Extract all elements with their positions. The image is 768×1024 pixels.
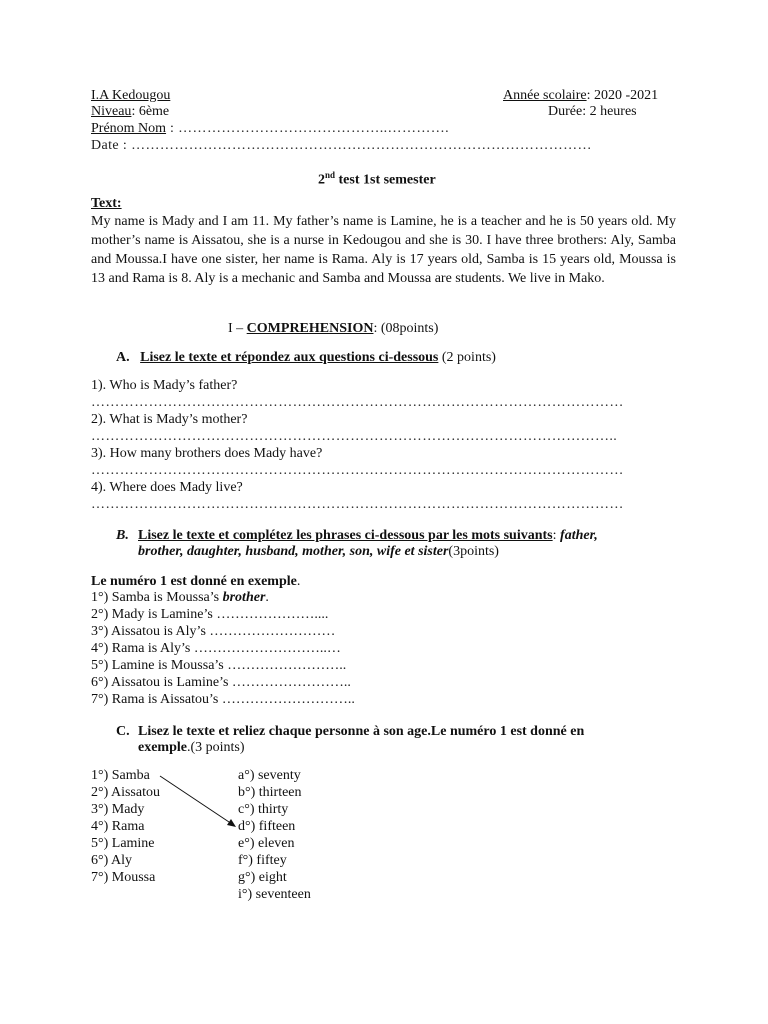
sentence-item[interactable]: 2°) Mady is Lamine’s ………………….... (91, 607, 329, 622)
age-item[interactable]: d°) fifteen (238, 819, 296, 834)
age-item[interactable]: e°) eleven (238, 836, 295, 851)
person-item[interactable]: 5°) Lamine (91, 836, 155, 851)
age-item[interactable]: c°) thirty (238, 802, 289, 817)
person-item[interactable]: 2°) Aissatou (91, 785, 160, 800)
sentence-item[interactable]: 4°) Rama is Aly’s ………………………..… (91, 641, 341, 656)
person-item[interactable]: 4°) Rama (91, 819, 145, 834)
question-1: 1). Who is Mady’s father? (91, 378, 238, 393)
section-c-heading-line1: Lisez le texte et reliez chaque personne à son age.Le numéro 1 est donné en (138, 724, 585, 739)
example-note: Le numéro 1 est donné en exemple. (91, 574, 301, 589)
age-item[interactable]: g°) eight (238, 870, 287, 885)
section-a-heading: A. Lisez le texte et répondez aux questions ci-dessous (2 points) (116, 350, 496, 365)
person-item[interactable]: 7°) Moussa (91, 870, 156, 885)
example-sentence: 1°) Samba is Moussa’s brother. (91, 590, 269, 605)
section-c-heading-line2: exemple.(3 points) (138, 740, 245, 755)
section-b-words: brother, daughter, husband, mother, son, wife et sister(3points) (138, 544, 499, 559)
test-title: 2nd test 1st semester (318, 170, 436, 188)
person-item[interactable]: 1°) Samba (91, 768, 150, 783)
answer-line-1[interactable]: ………………………………………………………………………………………………… (91, 395, 624, 410)
text-heading: Text: (91, 196, 122, 211)
section-c-letter: C. (116, 724, 130, 739)
duration: Durée: 2 heures (548, 104, 637, 119)
question-4: 4). Where does Mady live? (91, 480, 243, 495)
answer-line-2[interactable]: ……………………………………………………………………………………………….. (91, 429, 618, 444)
person-item[interactable]: 3°) Mady (91, 802, 145, 817)
age-item[interactable]: i°) seventeen (238, 887, 311, 902)
comprehension-heading: I – COMPREHENSION: (08points) (228, 321, 439, 336)
name-field[interactable]: Prénom Nom : ……………………………………..…………. (91, 121, 450, 136)
date-field[interactable]: Date : …………………………………………………………………………………… (91, 138, 592, 153)
section-b-heading: Lisez le texte et complétez les phrases ci-dessous par les mots suivants: father, (138, 528, 598, 543)
section-b-letter: B. (116, 528, 129, 543)
person-item[interactable]: 6°) Aly (91, 853, 132, 868)
sentence-item[interactable]: 5°) Lamine is Moussa’s …………………….. (91, 658, 347, 673)
answer-line-4[interactable]: ………………………………………………………………………………………………… (91, 497, 624, 512)
age-item[interactable]: a°) seventy (238, 768, 301, 783)
age-item[interactable]: b°) thirteen (238, 785, 302, 800)
sentence-item[interactable]: 3°) Aissatou is Aly’s ……………………… (91, 624, 336, 639)
school-name: I.A Kedougou (91, 88, 171, 103)
question-3: 3). How many brothers does Mady have? (91, 446, 323, 461)
reading-text: My name is Mady and I am 11. My father’s name is Lamine, he is a teacher and he is 50 years old. My mother’s name is Aissatou, she is a nurse in Kedougou and she is 30. I have three brothers: Aly, Samba and Moussa.I have one sister, her name is Rama. Aly is 17 years old, Samba is 15 years old, Moussa is 13 and Rama is 8. Aly is a mechanic and Samba and Moussa are students. We live in Mako. (91, 214, 676, 286)
age-item[interactable]: f°) fiftey (238, 853, 287, 868)
question-2: 2). What is Mady’s mother? (91, 412, 248, 427)
sentence-item[interactable]: 6°) Aissatou is Lamine’s …………………….. (91, 675, 351, 690)
school-year: Année scolaire: 2020 -2021 (503, 88, 659, 103)
sentence-item[interactable]: 7°) Rama is Aissatou’s ……………………….. (91, 692, 355, 707)
level: Niveau: 6ème (91, 104, 170, 119)
answer-line-3[interactable]: ………………………………………………………………………………………………… (91, 463, 624, 478)
